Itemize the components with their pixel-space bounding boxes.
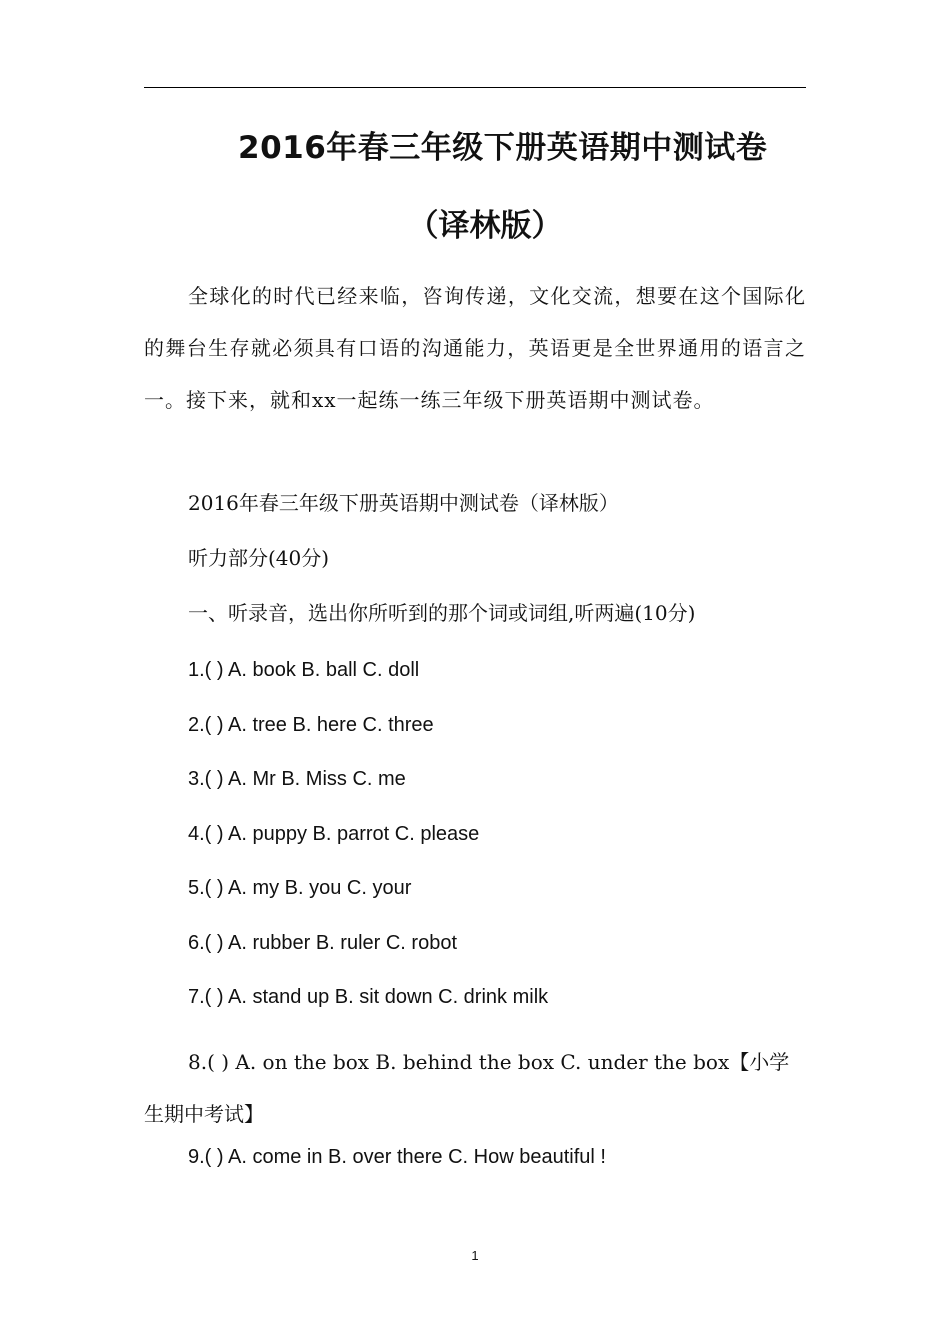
section-heading: 听力部分(40分): [188, 546, 330, 570]
title-line-2: （译林版）: [407, 208, 563, 244]
question-2: 2.( ) A. tree B. here C. three: [188, 714, 434, 736]
question-8: 8.( ) A. on the box B. behind the box C. under the box【小学生期中考试】: [144, 1050, 790, 1126]
question-3: 3.( ) A. Mr B. Miss C. me: [188, 768, 406, 790]
title-line-1: 2016年春三年级下册英语期中测试卷: [238, 130, 768, 166]
question-1: 1.( ) A. book B. ball C. doll: [188, 659, 420, 681]
header-rule: [144, 87, 806, 88]
question-7: 7.( ) A. stand up B. sit down C. drink milk: [188, 986, 549, 1008]
question-6: 6.( ) A. rubber B. ruler C. robot: [188, 932, 457, 954]
question-4: 4.( ) A. puppy B. parrot C. please: [188, 823, 480, 845]
question-5: 5.( ) A. my B. you C. your: [188, 877, 412, 899]
question-9: 9.( ) A. come in B. over there C. How beautiful !: [188, 1146, 606, 1168]
subtitle: 2016年春三年级下册英语期中测试卷（译林版）: [188, 491, 619, 515]
page-number: 1: [471, 1248, 479, 1263]
instruction: 一、听录音，选出你所听到的那个词或词组,听两遍(10分): [188, 601, 696, 625]
intro-paragraph: 全球化的时代已经来临，咨询传递，文化交流，想要在这个国际化的舞台生存就必须具有口语的沟通能力，英语更是全世界通用的语言之一。接下来，就和xx一起练一练三年级下册英语期中测试卷。: [144, 284, 806, 412]
